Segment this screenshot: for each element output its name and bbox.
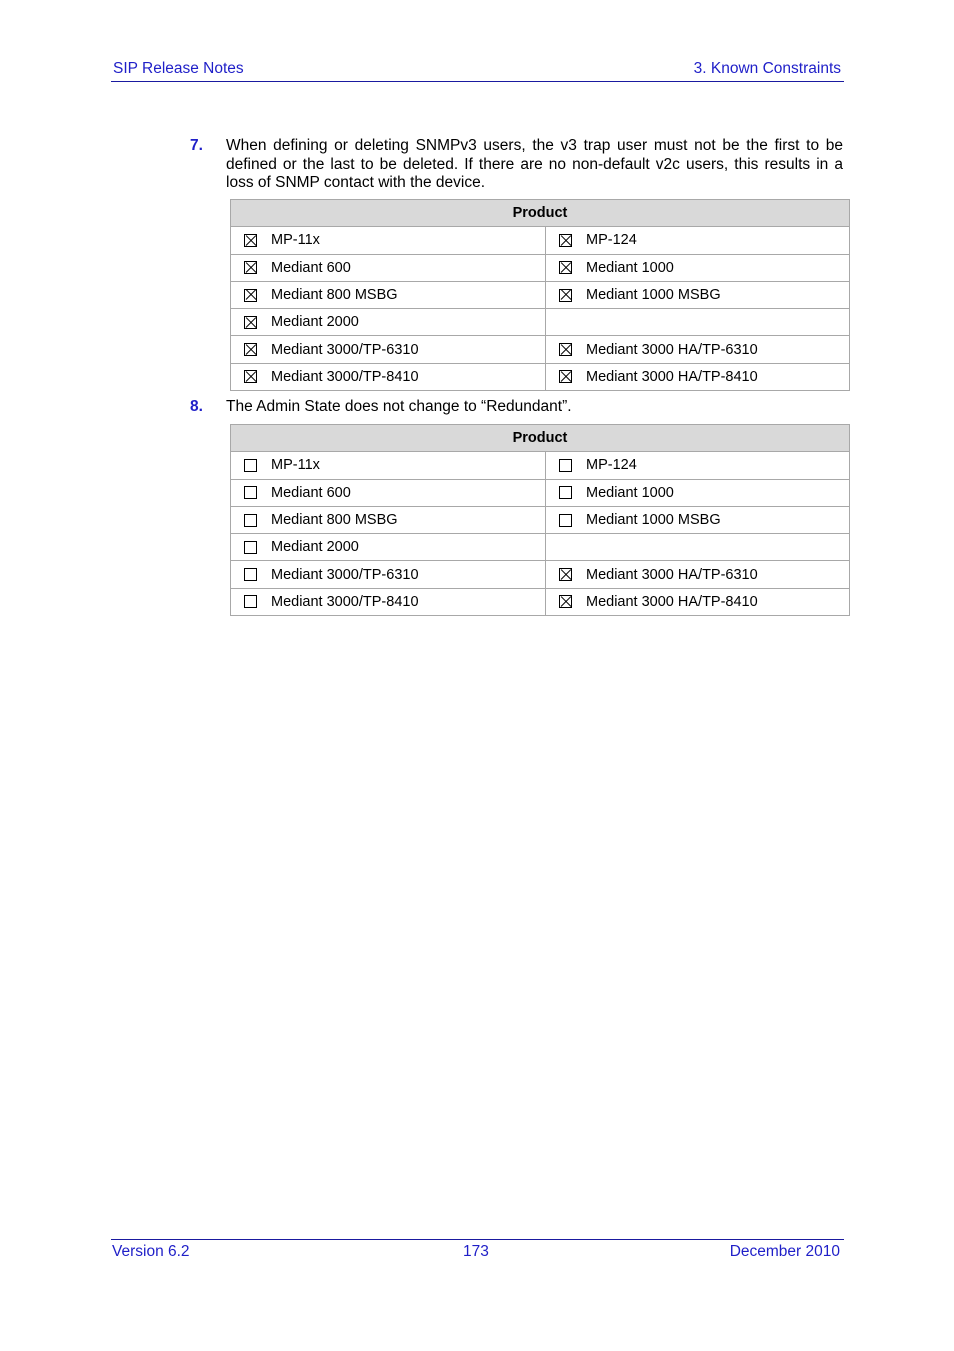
checked-box-icon [559,261,572,274]
product-label: Mediant 800 MSBG [271,512,398,529]
product-cell [231,336,546,363]
table-row [231,336,850,363]
item-text: The Admin State does not change to “Redundant”. [226,398,572,415]
checked-box-icon [244,316,257,329]
product-cell [546,281,850,308]
product-label: Mediant 1000 MSBG [586,512,721,529]
product-label: Mediant 3000/TP-8410 [271,593,419,610]
product-label: Mediant 1000 [586,484,674,501]
product-cell [546,336,850,363]
unchecked-box-icon [244,541,257,554]
product-cell [546,561,850,588]
section-title: 3. Known Constraints [693,60,841,77]
table-row [231,281,850,308]
product-label: Mediant 600 [271,484,351,501]
table-row [231,588,850,615]
product-label: Mediant 2000 [271,314,359,331]
product-cell [231,254,546,281]
product-cell [231,479,546,506]
product-label: Mediant 1000 [586,259,674,276]
product-cell [546,254,850,281]
product-cell [546,227,850,254]
table-row [231,227,850,254]
checked-box-icon [559,343,572,356]
item-number: 7. [190,137,203,154]
page-header [111,59,844,82]
product-label: MP-11x [271,232,320,249]
unchecked-box-icon [559,514,572,527]
date-label: December 2010 [729,1243,840,1260]
checked-box-icon [559,370,572,383]
product-cell [231,588,546,615]
item-text: When defining or deleting SNMPv3 users, the v3 trap user must not be the first to be defined or the last to be deleted. If there are no non-default v2c users, this results in a loss of SNMP contact with the device. [226,137,843,191]
checked-box-icon [244,370,257,383]
product-label: MP-124 [586,232,637,249]
table-header: Product [231,200,850,227]
product-cell [231,452,546,479]
product-cell [546,588,850,615]
product-label: MP-124 [586,457,637,474]
product-cell [546,534,850,561]
product-label: Mediant 3000/TP-8410 [271,368,419,385]
checked-box-icon [559,595,572,608]
product-label: Mediant 800 MSBG [271,287,398,304]
unchecked-box-icon [559,459,572,472]
product-table-7 [230,199,850,391]
product-cell [231,506,546,533]
product-label: MP-11x [271,457,320,474]
product-label: Mediant 1000 MSBG [586,287,721,304]
checked-box-icon [559,234,572,247]
table-row [231,363,850,390]
product-cell [546,309,850,336]
checked-box-icon [559,568,572,581]
product-cell [231,227,546,254]
product-label: Mediant 2000 [271,539,359,556]
unchecked-box-icon [244,595,257,608]
checked-box-icon [244,343,257,356]
item-number: 8. [190,398,203,415]
table-header: Product [231,425,850,452]
product-label: Mediant 3000/TP-6310 [271,566,419,583]
product-cell [546,452,850,479]
product-table-8 [230,424,850,616]
unchecked-box-icon [244,459,257,472]
version-label: Version 6.2 [112,1243,190,1260]
product-cell [231,281,546,308]
product-label: Mediant 3000 HA/TP-6310 [586,341,758,358]
product-cell [231,561,546,588]
product-label: Mediant 3000 HA/TP-8410 [586,593,758,610]
unchecked-box-icon [244,514,257,527]
table-row [231,561,850,588]
product-label: Mediant 600 [271,259,351,276]
product-cell [231,534,546,561]
unchecked-box-icon [244,568,257,581]
product-cell [546,363,850,390]
product-label: Mediant 3000 HA/TP-6310 [586,566,758,583]
page-number: 173 [463,1243,489,1260]
table-row [231,309,850,336]
table-row [231,452,850,479]
table-row [231,506,850,533]
table-row [231,534,850,561]
product-cell [546,479,850,506]
unchecked-box-icon [559,486,572,499]
page-footer [111,1239,844,1262]
unchecked-box-icon [244,486,257,499]
product-cell [231,363,546,390]
checked-box-icon [244,289,257,302]
product-cell [231,309,546,336]
document-title: SIP Release Notes [113,60,244,77]
table-row [231,254,850,281]
product-label: Mediant 3000/TP-6310 [271,341,419,358]
checked-box-icon [559,289,572,302]
checked-box-icon [244,261,257,274]
checked-box-icon [244,234,257,247]
product-label: Mediant 3000 HA/TP-8410 [586,368,758,385]
product-cell [546,506,850,533]
table-row [231,479,850,506]
